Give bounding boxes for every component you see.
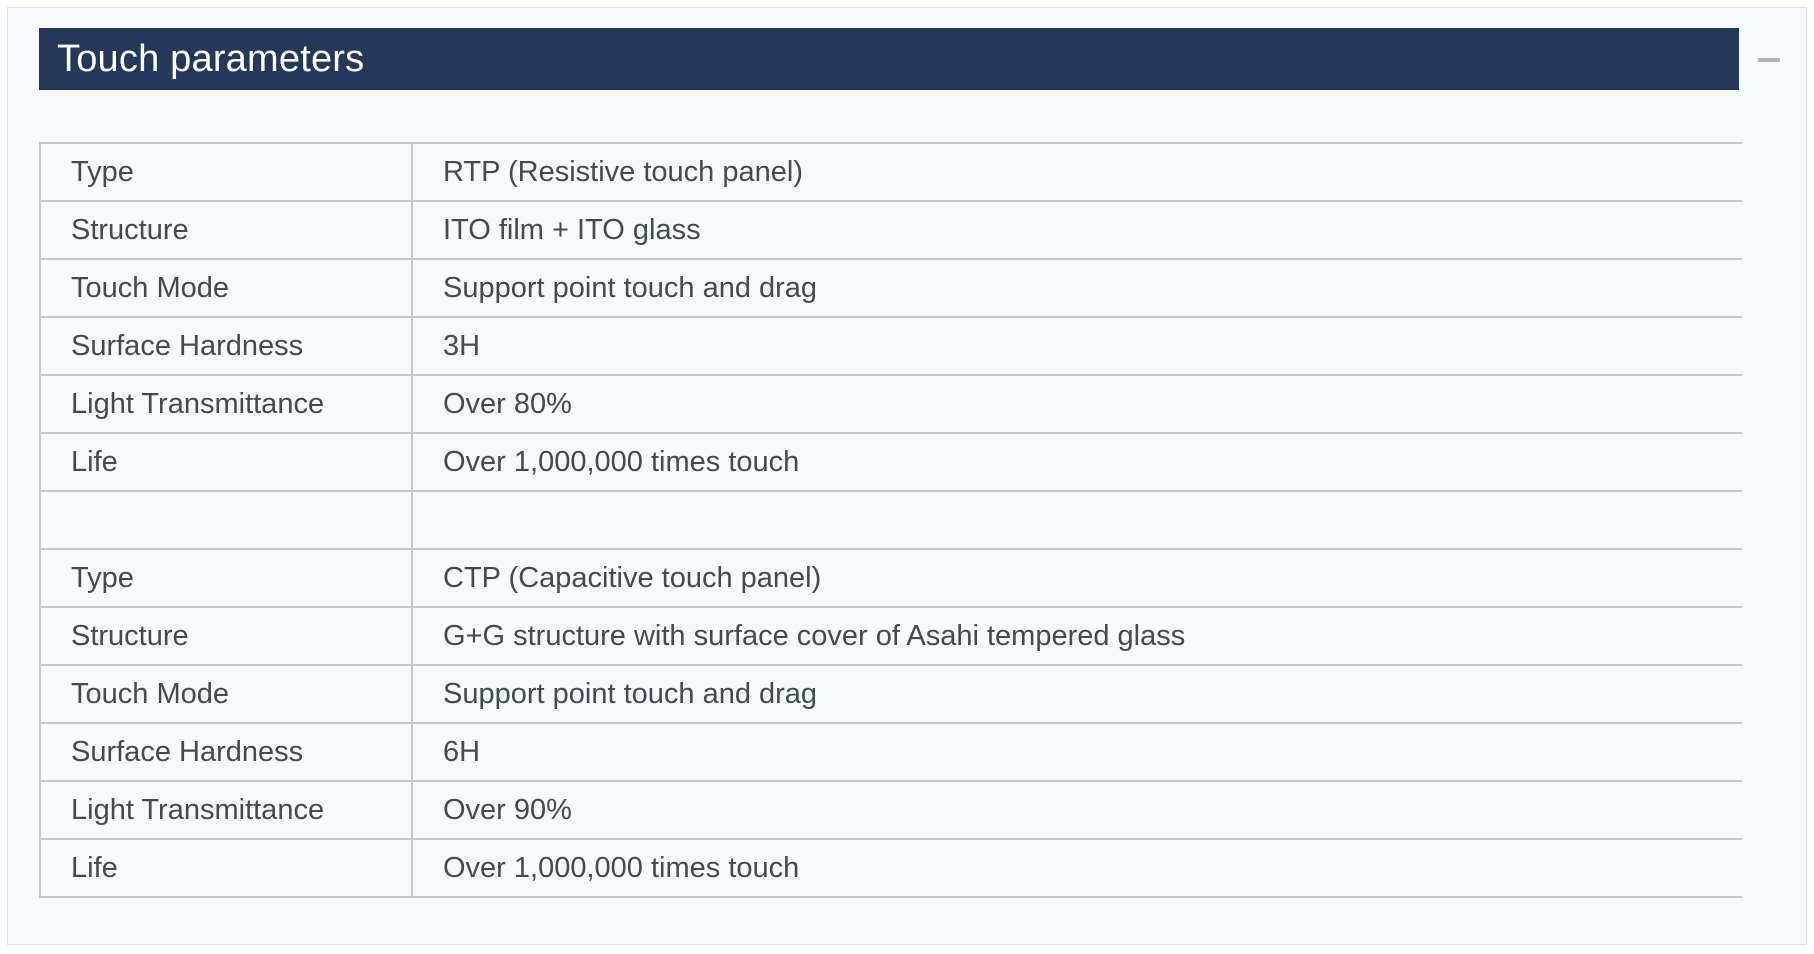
row-label: Life: [40, 839, 412, 897]
table-row: [40, 201, 1742, 259]
row-value: Support point touch and drag: [412, 665, 1742, 723]
row-value: RTP (Resistive touch panel): [412, 143, 1742, 201]
table-row: [40, 607, 1742, 665]
collapse-button[interactable]: [1749, 48, 1789, 72]
touch-parameters-panel: [7, 7, 1807, 945]
row-label: Structure: [40, 607, 412, 665]
row-label: Surface Hardness: [40, 723, 412, 781]
table-row: [40, 549, 1742, 607]
row-value: ITO film + ITO glass: [412, 201, 1742, 259]
table-row: [40, 665, 1742, 723]
row-value: [412, 491, 1742, 549]
row-label: Type: [40, 143, 412, 201]
row-value: 3H: [412, 317, 1742, 375]
parameters-table-container: [39, 142, 1741, 898]
row-label: Touch Mode: [40, 665, 412, 723]
table-row: [40, 143, 1742, 201]
minus-icon: [1758, 58, 1780, 62]
table-row: [40, 723, 1742, 781]
row-value: Support point touch and drag: [412, 259, 1742, 317]
table-row: [40, 839, 1742, 897]
row-value: CTP (Capacitive touch panel): [412, 549, 1742, 607]
row-label: Life: [40, 433, 412, 491]
panel-header: [39, 28, 1739, 90]
table-row: [40, 433, 1742, 491]
row-label: Type: [40, 549, 412, 607]
row-label: [40, 491, 412, 549]
row-value: G+G structure with surface cover of Asahi tempered glass: [412, 607, 1742, 665]
row-label: Structure: [40, 201, 412, 259]
row-label: Touch Mode: [40, 259, 412, 317]
row-label: Surface Hardness: [40, 317, 412, 375]
table-row: [40, 375, 1742, 433]
table-row: [40, 317, 1742, 375]
panel-title: Touch parameters: [57, 38, 365, 80]
row-value: Over 90%: [412, 781, 1742, 839]
row-value: Over 80%: [412, 375, 1742, 433]
table-row: [40, 781, 1742, 839]
parameters-table: [39, 142, 1742, 898]
table-row-spacer: [40, 491, 1742, 549]
row-value: Over 1,000,000 times touch: [412, 839, 1742, 897]
row-label: Light Transmittance: [40, 375, 412, 433]
table-row: [40, 259, 1742, 317]
row-label: Light Transmittance: [40, 781, 412, 839]
row-value: Over 1,000,000 times touch: [412, 433, 1742, 491]
row-value: 6H: [412, 723, 1742, 781]
